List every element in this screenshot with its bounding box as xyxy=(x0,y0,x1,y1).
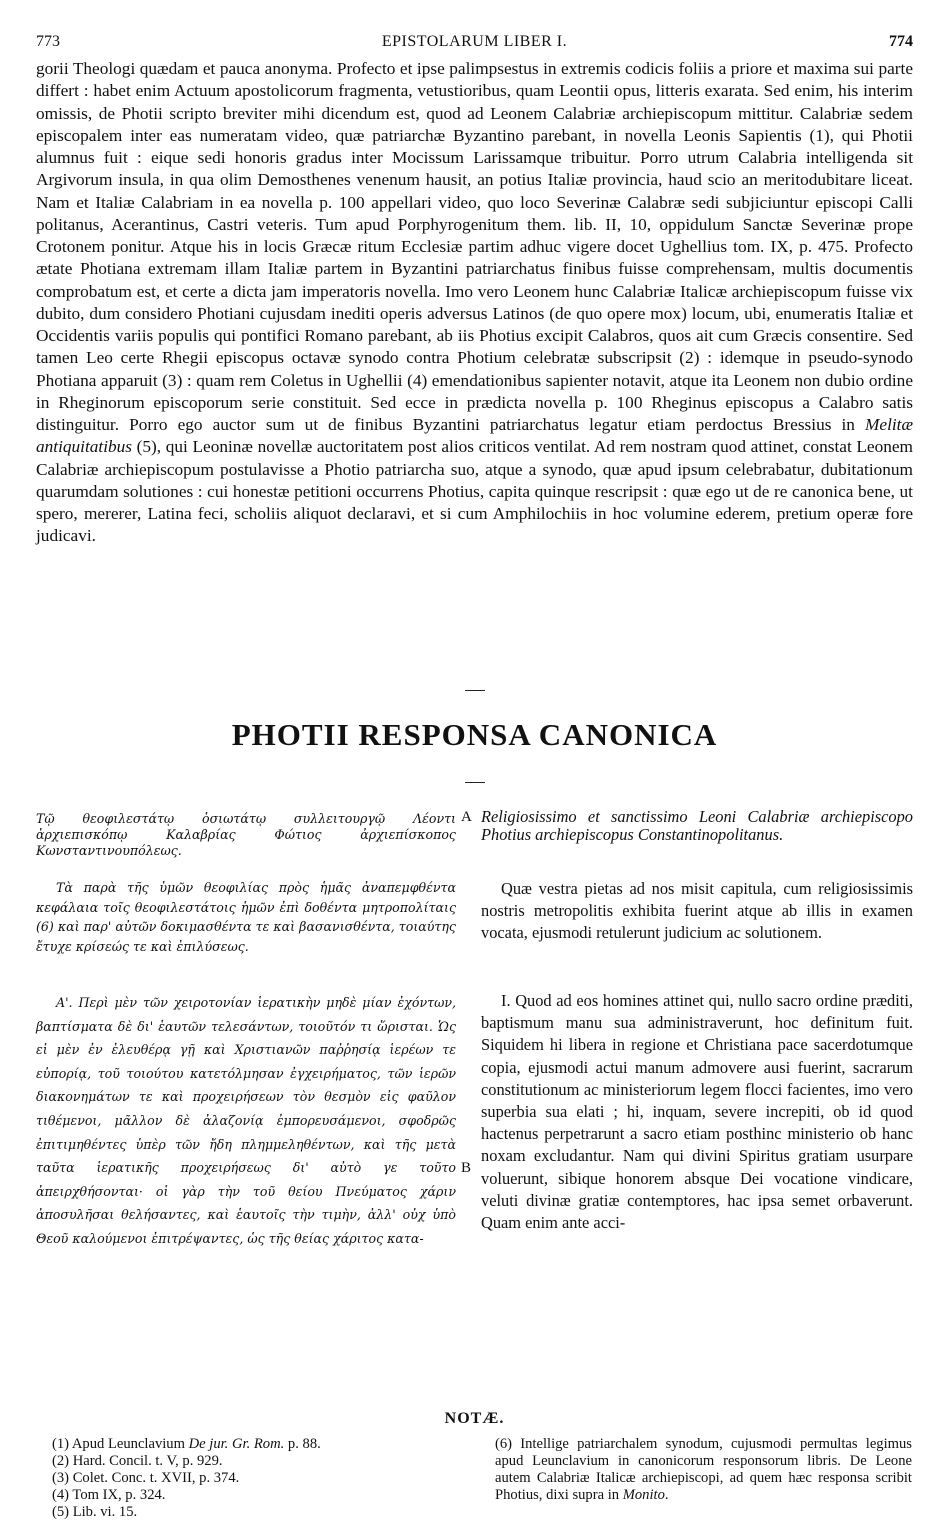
greek-paragraph-1-text: Τὰ παρὰ τῆς ὑμῶν θεοφιλίας πρὸς ἡμᾶς ἀναπεμφθέντα κεφάλαια τοῖς θεοφιλεστάτοις ἡμῶν ἐπὶ δοθέντα μητροπολίταις (6) καὶ παρ' αὐτῶν δοκιμασθέντα τε καὶ βασανισθέντα, τοιαύτης ἔτυχε κρίσεώς τε καὶ ἐπιλύσεως. xyxy=(36,880,456,954)
note-italic: De jur. Gr. Rom. xyxy=(188,1436,285,1452)
note-text-end: p. 88. xyxy=(284,1436,321,1452)
latin-salutation-text: Religiosissimo et sanctissimo Leoni Calabriæ archiepiscopo Photius archiepiscopus Constantinopolitanus. xyxy=(481,807,913,844)
note-number: (3) xyxy=(52,1470,70,1486)
separator-dash-top xyxy=(465,690,485,691)
latin-paragraph-2-text: I. Quod ad eos homines attinet qui, nullo sacro ordine præditi, baptismum manu sua administraverunt, hoc definitum fuit. Siquidem hi libera in regione et Christiana pace sacerdotumque copia, ejusmodi actui manum admovere ausi fuerint, sacrarum constitutionum ac ministeriorum legem flocci facientes, imo vero superbia sua elati ; hi, inquam, severe increpiti, ob id quod hactenus perpetrarunt a sacro etiam posthinc ministerio ob hanc noxam excludantur. Nam qui divini Spiritus gratiam usurpare voluerunt, sibique honorem absque Dei vocatione vindicare, veluti divinæ gratiæ contemptores, hac ipsa semet orbaverunt. Quam enim ante acci- xyxy=(481,991,913,1233)
greek-paragraph-1 xyxy=(36,878,456,956)
note-text: Colet. Conc. t. XVII, p. 374. xyxy=(72,1470,240,1486)
greek-paragraph-2 xyxy=(36,991,456,1251)
note-number: (1) xyxy=(52,1436,70,1452)
latin-paragraph-2 xyxy=(481,990,913,1234)
note-text: Tom IX, p. 324. xyxy=(72,1487,166,1503)
note-item xyxy=(52,1453,472,1470)
note-text: Apud Leunclavium xyxy=(71,1436,189,1452)
note-number: (4) xyxy=(52,1487,70,1503)
margin-letter-a: A xyxy=(461,809,472,825)
note-text-end: . xyxy=(664,1487,669,1503)
intro-italic: Melitæ antiquitatibus xyxy=(36,415,913,457)
intro-text-1: gorii Theologi quædam et pauca anonyma. Profecto et ipse palimpsestus in extremis codicis foliis a priore et maxima sui parte differt : habet enim Actuum apostolicorum fragmenta, vetustioribus, quam Leontii opus, litteris exarata. Sed enim, his interim omissis, de Photii scripto breviter mihi dicendum est, quod ad Leonem Calabriæ archiepiscopum mittitur. Calabriæ sedem episcopalem inter eas numeratam video, quæ patriarchæ Byzantino parebant, in novella Leonis Sapientis (1), qui Photii alumnus fuit : eique sedi honoris gradus inter Mocissum Larissamque tribuitur. Porro utrum Calabria intelligenda sit Argivorum insula, in qua olim Demosthenes venenum hausit, an potius Italiæ provincia, haud scio an meritodubitare liceat. Nam et Italiæ Calabriam in ea novella p. 100 appellari video, quo loco Severinæ Calabræ sedi subjiciuntur episcopi Calli politanus, Acerantinus, Castri veteris. Tum apud Porphyrogenitum them. lib. II, 10, oppidulum Sanctæ Severinæ prope Crotonem ponitur. Atque his in locis Græcæ ritum Ecclesiæ partim adhuc vigere docet Ughellius tom. IX, p. 475. Profecto ætate Photiana extremam illam Italiæ partem in Byzantini patriarchatus finibus fuisse comprehensam, multis documentis comprobatum est, et certe a dicta jam imperatoris novella. Imo vero Leonem hunc Calabriæ Italicæ archiepiscopum fuisse vix dubito, dum considero Photiani cujusdam inediti operis adversus Latinos (de quo opere mox) locum, ubi, enumeratis Italiæ et Occidentis variis populis qui pontifici Romano parebant, ab iis Photius excipit Calabros, quos ait cum Græcis consentire. Sed tamen Leo certe Rhegii episcopus octavæ synodo contra Photium celebratæ subscripsit (2) : idemque in pseudo-synodo Photiana apparuit (3) : quam rem Coletus in Ughellii (4) emendationibus sapienter notavit, atque ita Leonem non dubio ordine in Rheginorum episcoporum serie constituit. Sed ecce in prædicta novella p. 100 Rheginus episcopus a Calabro satis distinguitur. Porro ego auctor sum ut de finibus Byzantini patriarchatus legatur etiam perdoctus Bressius in xyxy=(36,59,913,434)
running-header xyxy=(36,30,913,54)
note-item xyxy=(52,1504,472,1521)
notes-list-left xyxy=(52,1436,472,1521)
note-number: (5) xyxy=(52,1504,70,1520)
note-item xyxy=(52,1487,472,1504)
notes-list-right xyxy=(495,1436,912,1504)
intro-text-2: (5), qui Leoninæ novellæ auctoritatem post alios criticos ventilat. Ad rem nostram quod attinet, constat Leonem Calabriæ archiepiscopum postulavisse a Photio patriarcha suo, atque a synodo, quæ apud ipsum celebrabatur, dubitationum quarumdam solutiones : cui honestæ petitioni occurrens Photius, capita quinque rescripsit : quæ ego ut de re canonica bene, ut spero, mererer, Latina feci, scholiis aliquot declaravi, et si cum Amphilochiis in hoc volumine ederem, pretium operæ fore judicavi. xyxy=(36,437,913,546)
note-text: Hard. Concil. t. V, p. 929. xyxy=(72,1453,223,1469)
greek-salutation-text: Τῷ θεοφιλεστάτῳ ὁσιωτάτῳ συλλειτουργῷ Λέοντι ἀρχιεπισκόπῳ Καλαβρίας Φώτιος ἀρχιεπίσκοπος Κωνσταντινουπόλεως. xyxy=(36,811,456,858)
latin-paragraph-1 xyxy=(481,878,913,945)
margin-letter-b: B xyxy=(461,1160,472,1176)
page-number-left: 773 xyxy=(36,33,60,50)
section-title: PHOTII RESPONSA CANONICA xyxy=(231,717,718,752)
notes-title: NOTÆ. xyxy=(444,1410,505,1427)
note-italic: Monito xyxy=(622,1487,665,1503)
latin-paragraph-1-text: Quæ vestra pietas ad nos misit capitula, cum religiosissimis nostris metropolitis exhibita fuerint atque ab illis in examen vocata, ejusmodi retulerunt judicium ac solutionem. xyxy=(481,879,913,943)
note-item xyxy=(52,1470,472,1487)
note-number: (6) xyxy=(495,1436,513,1452)
latin-salutation xyxy=(481,808,913,843)
note-number: (2) xyxy=(52,1453,70,1469)
intro-paragraph xyxy=(36,58,913,548)
greek-salutation xyxy=(36,811,456,859)
note-text: Intellige patriarchalem synodum, cujusmodi permultas legimus apud Leunclavium in canonicorum responsorum libris. De Leone autem Calabriæ Italicæ archiepiscopi, ad quem hæc responsa scribit Photius, dixi supra in xyxy=(495,1436,912,1503)
greek-paragraph-2-text: Α'. Περὶ μὲν τῶν χειροτονίαν ἱερατικὴν μηδὲ μίαν ἐχόντων, βαπτίσματα δὲ δι' ἑαυτῶν τελεσάντων, τοιοῦτόν τι ὥρισται. Ὡς εἰ μὲν ἐν ἐλευθέρᾳ γῇ καὶ Χριστιανῶν παῤῥησίᾳ ἱερέων τε εὐπορίᾳ, τοῦ τοιούτου κατετόλμησαν ἐγχειρήματος, τῶν ἱερῶν διακονημάτων τε καὶ προχειρήσεων τὸν θεσμὸν εἰς φαῦλον τιθέμενοι, μᾶλλον δὲ ἀλαζονίᾳ ἐμπορευσάμενοι, σφοδρῶς ἐπιτιμηθέντες ὑπὲρ τῶν ἤδη πλημμεληθέντων, καὶ τῆς μετὰ ταῦτα ἱερατικῆς προχειρήσεως δι' αὐτὸ γε τοῦτο ἀπειρχθήσονται· οἱ γὰρ τὴν τοῦ θείου Πνεύματος χάριν ἀποσυλῆσαι θελήσαντες, καὶ ἑαυτοῖς τὴν τιμὴν, ἀλλ' οὐχ ὑπὸ Θεοῦ καλούμενοι ἐπιτρέψαντες, ὡς τῆς θείας χάριτος κατα- xyxy=(36,995,456,1246)
separator-dash-bottom xyxy=(465,782,485,783)
note-item xyxy=(52,1436,472,1453)
note-item xyxy=(495,1436,912,1504)
running-title: EPISTOLARUM LIBER I. xyxy=(381,33,568,50)
note-text: Lib. vi. 15. xyxy=(72,1504,138,1520)
page-number-right: 774 xyxy=(888,33,913,50)
